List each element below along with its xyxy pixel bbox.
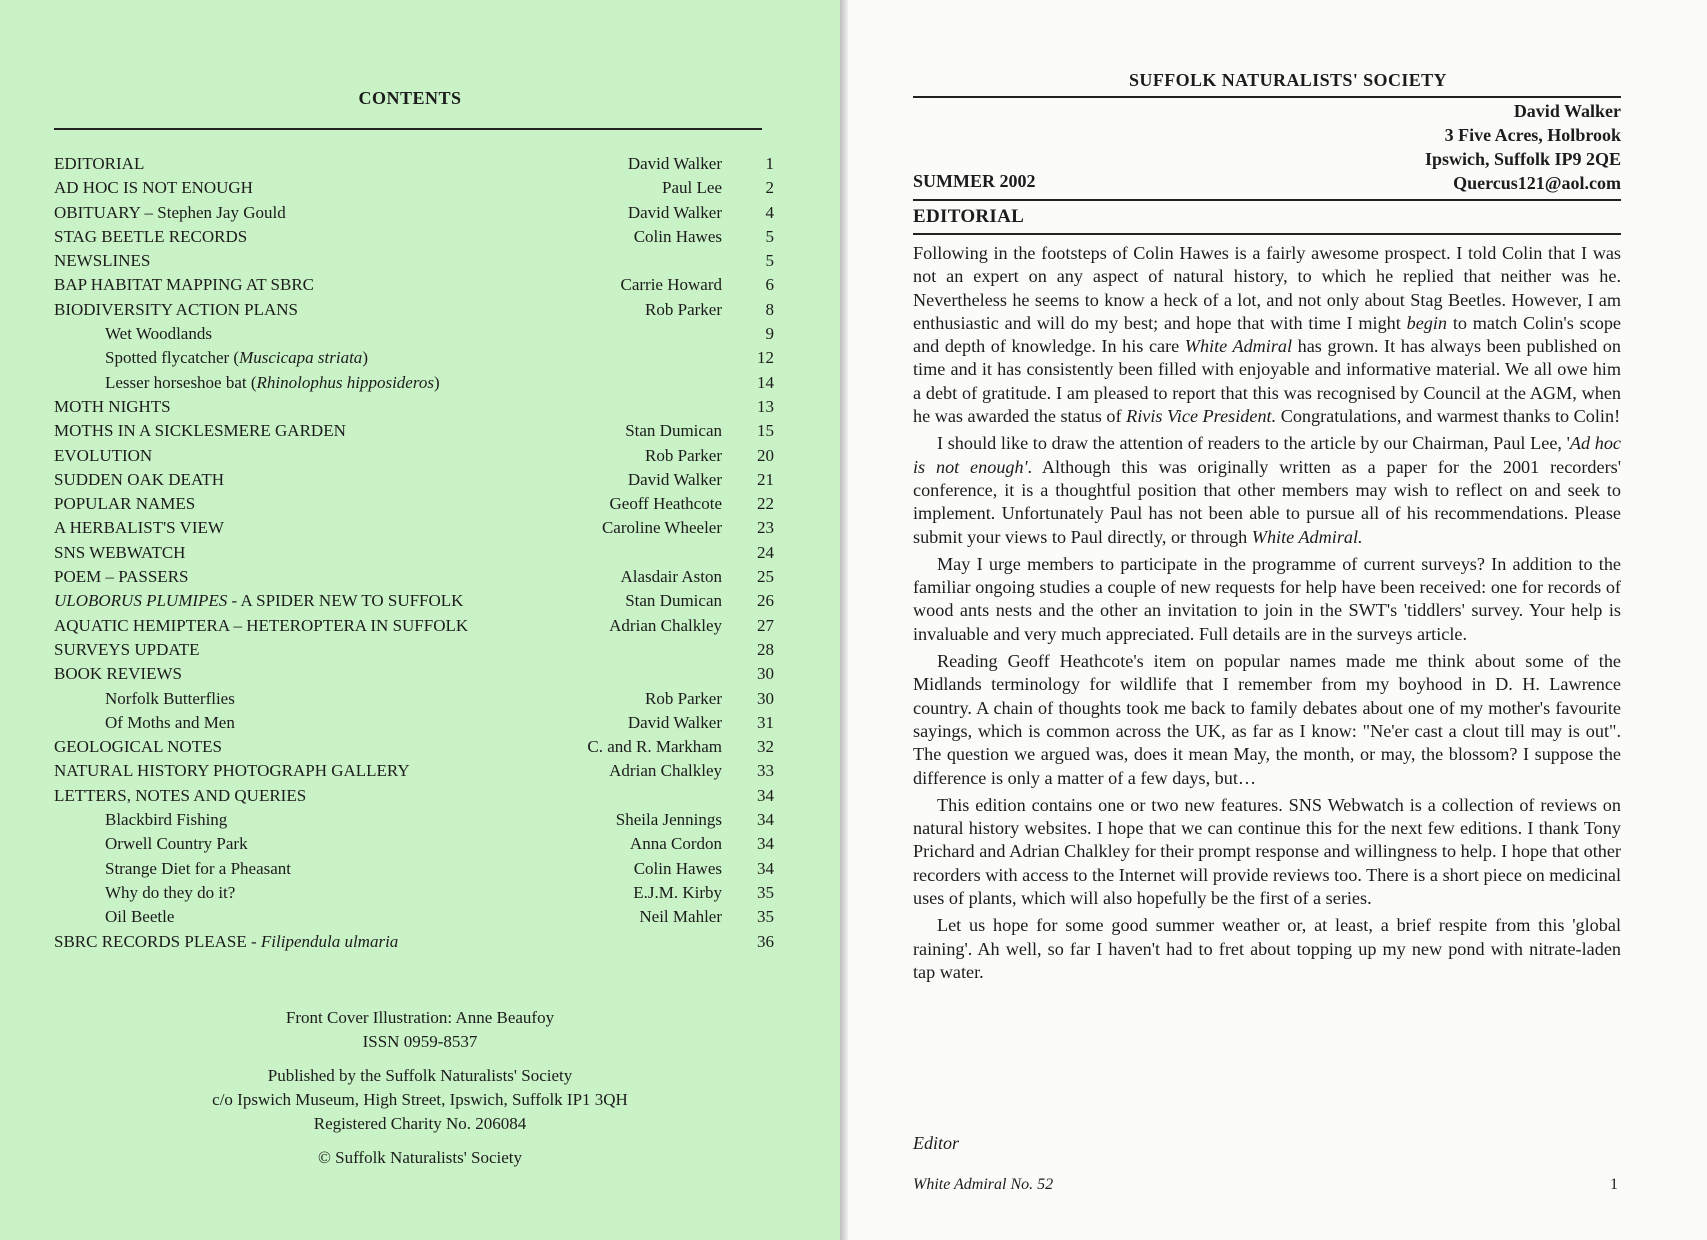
publisher-line: Published by the Suffolk Naturalists' Society [267, 1066, 573, 1085]
signoff: Editor [913, 1133, 960, 1153]
toc-entry-author: Stan Dumican [625, 591, 722, 611]
toc-entry-page: 5 [765, 226, 774, 246]
issn: ISSN 0959-8537 [362, 1032, 478, 1051]
toc-entry [54, 662, 774, 686]
toc-entry-title: MOTH NIGHTS [54, 396, 171, 416]
toc-entry-author: Caroline Wheeler [601, 518, 722, 538]
toc-entry [54, 152, 774, 176]
issue-rule [913, 199, 1621, 201]
toc-entry-page: 12 [757, 348, 774, 368]
toc-entry-title: AD HOC IS NOT ENOUGH [54, 178, 253, 198]
toc-entry-author: Colin Hawes [633, 858, 722, 878]
toc-entry-author: Adrian Chalkley [609, 761, 722, 781]
toc-entry-page: 30 [757, 664, 774, 684]
toc-entry-page: 6 [765, 275, 774, 295]
toc-entry [54, 371, 774, 395]
toc-entry-page: 34 [757, 858, 774, 878]
contents-divider [54, 128, 762, 130]
toc-entry-author: Stan Dumican [625, 421, 722, 441]
toc-entry-title: Blackbird Fishing [105, 810, 228, 830]
toc-entry-author: Rob Parker [645, 299, 722, 319]
toc-entry-italic: Filipendula ulmaria [260, 931, 399, 951]
toc-entry-title: BIODIVERSITY ACTION PLANS [54, 299, 298, 319]
toc-entry-page: 33 [757, 761, 774, 781]
toc-entry-author: Paul Lee [662, 178, 722, 198]
editor-address [1425, 99, 1621, 195]
toc-entry-title: GEOLOGICAL NOTES [54, 737, 222, 757]
toc-entry [54, 492, 774, 516]
toc-entry-page: 4 [765, 202, 774, 222]
toc-entry-title: POEM – PASSERS [54, 567, 189, 587]
toc-entry-page: 20 [757, 445, 774, 465]
toc-entry-author: Colin Hawes [633, 226, 722, 246]
toc-entry-page: 1 [765, 154, 774, 173]
toc-entry-title: Lesser horseshoe bat (Rhinolophus hipposideros) [105, 372, 440, 392]
toc-entry-title: Of Moths and Men [105, 712, 235, 732]
toc-entry-page: 22 [757, 494, 774, 514]
toc-entry [54, 735, 774, 759]
toc-entry-title: SNS WEBWATCH [54, 542, 186, 562]
toc-entry-page: 34 [757, 785, 774, 805]
toc-entry-author: Adrian Chalkley [609, 615, 722, 635]
toc-entry-title: NEWSLINES [54, 251, 151, 271]
toc-entry-author: Carrie Howard [620, 275, 722, 295]
toc-entry-page: 26 [757, 591, 774, 611]
toc-entry-title: BAP HABITAT MAPPING AT SBRC [54, 275, 315, 295]
toc-entry-author: Rob Parker [645, 688, 722, 708]
toc-entry-title: Wet Woodlands [105, 324, 212, 344]
table-of-contents [54, 152, 774, 954]
section-title: EDITORIAL [913, 206, 1025, 227]
toc-entry [54, 468, 774, 492]
toc-entry [54, 419, 774, 443]
toc-entry-title: Why do they do it? [105, 882, 236, 902]
toc-entry-page: 35 [757, 882, 774, 902]
toc-entry-author: E.J.M. Kirby [633, 882, 722, 902]
toc-entry-title: NATURAL HISTORY PHOTOGRAPH GALLERY [54, 761, 410, 781]
toc-entry-author: Sheila Jennings [615, 810, 722, 830]
cover-credit: Front Cover Illustration: Anne Beaufoy [285, 1008, 555, 1027]
toc-entry-italic: ULOBORUS PLUMIPES [54, 591, 228, 611]
left-page-contents [0, 0, 840, 1240]
toc-entry-author: David Walker [627, 712, 722, 732]
toc-entry [54, 832, 774, 856]
toc-entry-page: 2 [765, 178, 774, 198]
toc-entry [54, 589, 774, 613]
copyright: © Suffolk Naturalists' Society [317, 1148, 523, 1167]
header-rule [913, 96, 1621, 98]
toc-entry-author: Neil Mahler [639, 907, 722, 927]
toc-entry [54, 225, 774, 249]
toc-entry-title: EDITORIAL [54, 154, 145, 173]
toc-entry [54, 565, 774, 589]
address-line: David Walker [1513, 101, 1621, 121]
toc-entry [54, 201, 774, 225]
toc-entry-italic: Muscicapa striata [239, 348, 363, 368]
editorial-paragraph: This edition contains one or two new features. SNS Webwatch is a collection of reviews on natural history websites. I hope that we can continue this for the next few editions. I thank Tony Prichard and Adrian Chalkley for their prompt response and willingness to help. I hope that other recorders with access to the Internet will provide reviews too. There is a short piece on medicinal uses of plants, which will also hopefully be the first of a series. [913, 794, 1621, 909]
toc-entry-title: STAG BEETLE RECORDS [54, 226, 248, 246]
contents-heading: CONTENTS [358, 88, 462, 108]
toc-entry [54, 249, 774, 273]
toc-entry-page: 15 [757, 421, 774, 441]
toc-entry-author: Rob Parker [645, 445, 722, 465]
toc-entry-author: David Walker [627, 469, 722, 489]
toc-entry [54, 905, 774, 929]
editorial-paragraph: Reading Geoff Heathcote's item on popular names made me think about some of the Midlands terminology for wildlife that I remember from my boyhood in D. H. Lawrence country. A chain of thoughts took me back to family debates about one of my mother's favourite sayings, which is common across the UK, as far as I know: "Ne'er cast a clout till may is out". The question we argued was, does it mean May, the month, or may, the blossom? I suppose the difference is only a matter of a few days, but… [913, 651, 1621, 788]
toc-entry [54, 881, 774, 905]
toc-entry [54, 759, 774, 783]
toc-entry-page: 31 [757, 712, 774, 732]
toc-entry-title: SURVEYS UPDATE [54, 639, 200, 659]
publisher-address: c/o Ipswich Museum, High Street, Ipswich, Suffolk IP1 3QH [212, 1090, 628, 1109]
toc-entry-author: David Walker [627, 154, 722, 173]
toc-entry [54, 516, 774, 540]
toc-entry-italic: Rhinolophus hipposideros [256, 372, 434, 392]
toc-entry-page: 21 [757, 469, 774, 489]
toc-entry-title: A HERBALIST'S VIEW [54, 518, 224, 538]
toc-entry-page: 34 [757, 810, 774, 830]
section-rule [913, 233, 1621, 235]
toc-entry-author: David Walker [627, 202, 722, 222]
toc-entry [54, 857, 774, 881]
editorial-paragraph: Following in the footsteps of Colin Hawes is a fairly awesome prospect. I told Colin that I was not an expert on any aspect of natural history, to which he replied that neither was he. Nevertheless he seems to know a heck of a lot, and not only about Stag Beetles. However, I am enthusiastic and will do my best; and hope that with time I might begin to match Colin's scope and depth of knowledge. In his care White Admiral has grown. It has always been published on time and it has consistently been filled with enjoyable and informative material. We all owe him a debt of gratitude. I am pleased to report that this was recognised by Council at the AGM, when he was awarded the status of Rivis Vice President. Congratulations, and warmest thanks to Colin! [913, 243, 1621, 427]
toc-entry-page: 23 [757, 518, 774, 538]
editorial-body [913, 242, 1621, 988]
toc-entry-page: 30 [757, 688, 774, 708]
toc-entry [54, 930, 774, 954]
address-line: 3 Five Acres, Holbrook [1444, 125, 1621, 145]
toc-entry [54, 614, 774, 638]
editor-email: Quercus121@aol.com [1453, 173, 1621, 193]
toc-entry-author: Anna Cordon [629, 834, 722, 854]
toc-entry [54, 784, 774, 808]
toc-entry-page: 5 [765, 251, 774, 271]
toc-entry-title: POPULAR NAMES [54, 494, 196, 514]
footer-page-number: 1 [1610, 1176, 1618, 1193]
toc-entry-title: ULOBORUS PLUMIPES - A SPIDER NEW TO SUFFOLK [54, 591, 464, 611]
toc-entry-author: Alasdair Aston [620, 567, 722, 587]
toc-entry-author: Geoff Heathcote [609, 494, 722, 514]
toc-entry [54, 711, 774, 735]
toc-entry [54, 346, 774, 370]
toc-entry-author: C. and R. Markham [587, 737, 722, 757]
toc-entry [54, 322, 774, 346]
toc-entry-title: SBRC RECORDS PLEASE - Filipendula ulmaria [54, 931, 399, 951]
toc-entry [54, 638, 774, 662]
toc-entry [54, 395, 774, 419]
toc-entry-title: BOOK REVIEWS [54, 664, 182, 684]
toc-entry-page: 35 [757, 907, 774, 927]
toc-entry-title: Spotted flycatcher (Muscicapa striata) [105, 348, 368, 368]
toc-entry-title: SUDDEN OAK DEATH [54, 469, 224, 489]
toc-entry-page: 34 [757, 834, 774, 854]
toc-entry-title: Strange Diet for a Pheasant [105, 858, 291, 878]
toc-entry-title: MOTHS IN A SICKLESMERE GARDEN [54, 421, 346, 441]
toc-entry-page: 28 [757, 639, 774, 659]
editorial-paragraph: Let us hope for some good summer weather or, at least, a brief respite from this 'global raining'. Ah well, so far I haven't had to fret about topping up my new pond with nitrate-laden tap water. [913, 915, 1621, 982]
toc-entry-page: 14 [757, 372, 774, 392]
footer-journal-title: White Admiral No. 52 [913, 1176, 1054, 1193]
toc-entry-title: AQUATIC HEMIPTERA – HETEROPTERA IN SUFFOLK [54, 615, 469, 635]
toc-entry-page: 8 [765, 299, 774, 319]
toc-entry-title: LETTERS, NOTES AND QUERIES [54, 785, 307, 805]
toc-entry-page: 9 [765, 324, 774, 344]
toc-entry [54, 176, 774, 200]
toc-entry-page: 13 [757, 396, 774, 416]
toc-entry-page: 24 [757, 542, 774, 562]
toc-entry-title: EVOLUTION [54, 445, 153, 465]
book-spine [840, 0, 848, 1240]
toc-entry-page: 36 [757, 931, 774, 951]
toc-entry [54, 687, 774, 711]
editorial-paragraph: May I urge members to participate in the programme of current surveys? In addition to the familiar ongoing studies a couple of new requests for help have been received: one for records of wood ants nests and the other an invitation to join in the SWT's 'tiddlers' survey. Your help is invaluable and very much appreciated. Full details are in the surveys article. [913, 553, 1621, 644]
toc-entry-page: 27 [757, 615, 774, 635]
imprint-block [0, 1006, 840, 1170]
toc-entry-title: Orwell Country Park [105, 834, 248, 854]
society-name: SUFFOLK NATURALISTS' SOCIETY [1129, 70, 1447, 90]
issue-label: SUMMER 2002 [913, 171, 1036, 191]
toc-entry-title: Norfolk Butterflies [105, 688, 235, 708]
address-line: Ipswich, Suffolk IP9 2QE [1424, 149, 1621, 169]
toc-entry-title: Oil Beetle [105, 907, 175, 927]
right-page-editorial [848, 0, 1707, 1240]
toc-entry [54, 541, 774, 565]
toc-entry-page: 25 [757, 567, 774, 587]
toc-entry [54, 444, 774, 468]
charity-number: Registered Charity No. 206084 [313, 1114, 527, 1133]
toc-entry-page: 32 [757, 737, 774, 757]
toc-entry-title: OBITUARY – Stephen Jay Gould [54, 202, 286, 222]
toc-entry [54, 808, 774, 832]
editorial-paragraph: I should like to draw the attention of readers to the article by our Chairman, Paul Lee, 'Ad hoc is not enough'. Although this was originally written as a paper for the 2001 recorders' conference, it is a thoughtful position that other members may wish to reflect on and seek to implement. Unfortunately Paul has not been able to pursue all of his recommendations. Please submit your views to Paul directly, or through White Admiral. [913, 433, 1622, 547]
toc-entry [54, 273, 774, 297]
toc-entry [54, 298, 774, 322]
